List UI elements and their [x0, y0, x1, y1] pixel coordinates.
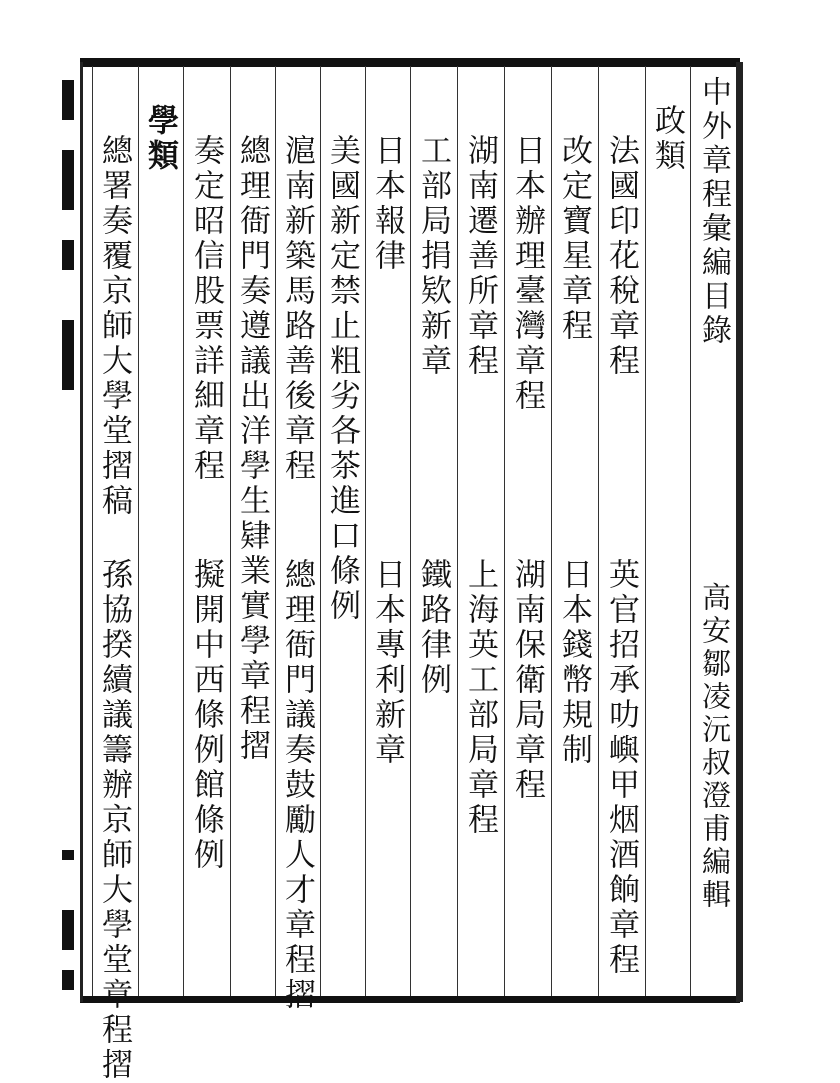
- column-divider: [410, 66, 411, 996]
- right-border-rule: [736, 62, 743, 1002]
- column-divider: [457, 66, 458, 996]
- entry-top: 總理衙門奏遵議出洋學生肄業實學章程摺: [234, 134, 270, 764]
- column-divider: [275, 66, 276, 996]
- section-heading-politics: 政類: [649, 104, 685, 174]
- column-divider: [92, 66, 93, 996]
- entry-top: 法國印花稅章程: [603, 134, 639, 379]
- entry-top: 美國新定禁止粗劣各茶進口條例: [324, 134, 360, 624]
- entry-bottom: 上海英工部局章程: [462, 558, 498, 838]
- entry-top: 湖南遷善所章程: [462, 134, 498, 379]
- entry-bottom: 日本錢幣規制: [556, 558, 592, 768]
- column-divider: [320, 66, 321, 996]
- column-divider: [645, 66, 646, 996]
- entry-bottom: 總理衙門議奏鼓勵人才章程摺: [279, 558, 315, 1013]
- column-divider: [230, 66, 231, 996]
- entry-top: 工部局捐欵新章: [415, 134, 451, 379]
- entry-top: 滬南新築馬路善後章程: [279, 134, 315, 484]
- column-divider: [598, 66, 599, 996]
- section-heading-education: 學類: [142, 104, 178, 174]
- entry-top: 總署奏覆京師大學堂摺稿: [96, 134, 132, 519]
- entry-bottom: 擬開中西條例館條例: [188, 558, 224, 873]
- column-divider: [138, 66, 139, 996]
- adjacent-page-fragment: [60, 70, 76, 1000]
- entry-top: 奏定昭信股票詳細章程: [188, 134, 224, 484]
- entry-bottom: 英官招承叻嶼甲烟酒餉章程: [603, 558, 639, 978]
- column-divider: [504, 66, 505, 996]
- entry-bottom: 日本專利新章: [369, 558, 405, 768]
- document-title: 中外章程彙編目錄: [696, 76, 731, 348]
- column-divider: [183, 66, 184, 996]
- column-divider: [551, 66, 552, 996]
- column-divider: [365, 66, 366, 996]
- editor-credit: 高安鄒凌沅叔澄甫編輯: [698, 582, 732, 912]
- entry-top: 日本報律: [369, 134, 405, 274]
- entry-top: 日本辦理臺灣章程: [509, 134, 545, 414]
- entry-bottom: 鐵路律例: [415, 558, 451, 698]
- column-divider: [690, 66, 691, 996]
- entry-bottom: 湖南保衛局章程: [509, 558, 545, 803]
- entry-top: 改定寶星章程: [556, 134, 592, 344]
- bottom-border-rule: [80, 996, 740, 1003]
- entry-bottom: 孫協揆續議籌辦京師大學堂章程摺: [96, 558, 132, 1083]
- left-border-rule: [80, 62, 83, 1002]
